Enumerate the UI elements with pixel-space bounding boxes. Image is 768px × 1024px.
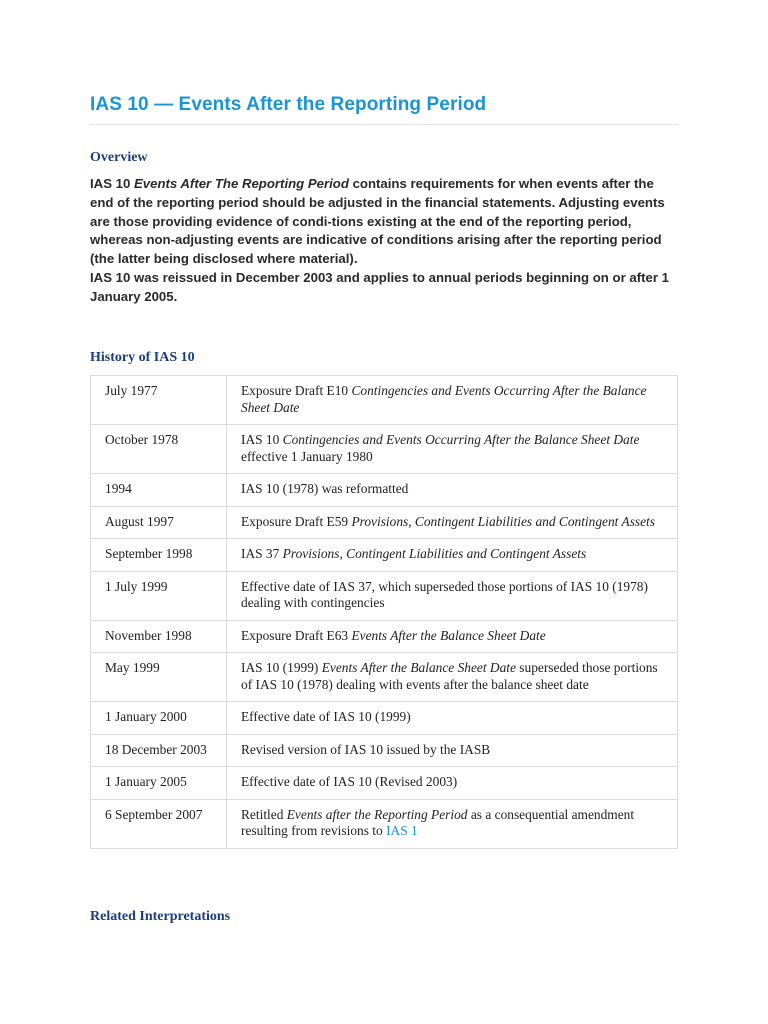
standard-title-italic: Events After the Balance Sheet Date	[351, 627, 546, 643]
overview-prefix: IAS 10	[90, 176, 134, 191]
history-description-cell	[227, 425, 678, 474]
description-text: effective 1 January 1980	[241, 448, 373, 464]
history-date-cell: July 1977	[91, 376, 227, 425]
table-row	[91, 653, 678, 702]
history-date-cell: 1994	[91, 474, 227, 507]
standard-title-italic: Contingencies and Events Occurring After the Balance Sheet Date	[241, 383, 647, 415]
title-divider	[90, 124, 678, 125]
history-date-cell: August 1997	[91, 506, 227, 539]
history-description-cell	[227, 734, 678, 767]
description-text: IAS 37	[241, 546, 283, 561]
history-description-cell	[227, 539, 678, 572]
description-text: Effective date of IAS 37, which superseded those portions of IAS 10 (1978) dealing with contingencies	[241, 578, 648, 610]
standard-title-italic: Contingencies and Events Occurring After the Balance Sheet Date	[282, 432, 640, 447]
history-description-cell	[227, 767, 678, 800]
overview-description: contains requirements for when events after the end of the reporting period should be adjusted in the financial statements. Adjusting events are those providing evidence of condi-tions existing at the end of the reporting period, whereas non-adjusting events are indicative of conditions arising after the reporting period (the latter being disclosed where material).	[90, 176, 665, 267]
description-text: Effective date of IAS 10 (1999)	[241, 709, 411, 724]
table-row	[91, 734, 678, 767]
overview-heading: Overview	[90, 150, 148, 165]
description-text: IAS 10 (1978) was reformatted	[241, 481, 409, 496]
table-row	[91, 571, 678, 620]
table-row	[91, 506, 678, 539]
history-description-cell	[227, 799, 678, 848]
description-text: IAS 10	[241, 432, 283, 447]
standard-title-italic: Events after the Reporting Period	[286, 806, 468, 822]
history-date-cell: 6 September 2007	[91, 799, 227, 848]
history-date-cell: 1 January 2000	[91, 702, 227, 735]
history-date-cell: May 1999	[91, 653, 227, 702]
table-row	[91, 539, 678, 572]
history-table	[90, 375, 678, 849]
history-description-cell	[227, 376, 678, 425]
table-row	[91, 376, 678, 425]
standard-title-italic: Provisions, Contingent Liabilities and Contingent Assets	[282, 546, 587, 561]
page-title: IAS 10 — Events After the Reporting Period	[90, 94, 487, 115]
history-description-cell	[227, 571, 678, 620]
description-text: Exposure Draft E59	[241, 513, 352, 529]
table-row	[91, 799, 678, 848]
description-text: superseded those portions of IAS 10 (1978) dealing with events after the balance sheet date	[241, 660, 658, 692]
table-row	[91, 425, 678, 474]
history-description-cell	[227, 620, 678, 653]
description-text: Effective date of IAS 10 (Revised 2003)	[241, 774, 458, 789]
description-text: Retitled	[241, 806, 287, 822]
history-date-cell: 18 December 2003	[91, 734, 227, 767]
history-description-cell	[227, 702, 678, 735]
history-description-cell	[227, 653, 678, 702]
table-row	[91, 474, 678, 507]
history-table-body	[91, 376, 678, 849]
history-date-cell: 1 January 2005	[91, 767, 227, 800]
overview-paragraph-2: IAS 10 was reissued in December 2003 and applies to annual periods beginning on or after 1 January 2005.	[90, 269, 669, 304]
table-row	[91, 767, 678, 800]
overview-body	[90, 175, 680, 307]
description-text: Exposure Draft E63	[241, 627, 352, 643]
overview-paragraph-1	[90, 175, 680, 269]
ias-1-link[interactable]: IAS 1	[386, 823, 418, 838]
description-text: Exposure Draft E10	[241, 383, 352, 398]
description-text: as a consequential amendment resulting from revisions to	[241, 806, 635, 838]
standard-title-italic: Events After the Balance Sheet Date	[321, 660, 516, 675]
history-date-cell: October 1978	[91, 425, 227, 474]
history-description-cell	[227, 474, 678, 507]
table-row	[91, 702, 678, 735]
history-date-cell: 1 July 1999	[91, 571, 227, 620]
description-text: IAS 10 (1999)	[241, 660, 322, 675]
standard-title-italic: Provisions, Contingent Liabilities and Contingent Assets	[351, 513, 655, 529]
standard-title-italic: Events After The Reporting Period	[133, 176, 349, 191]
history-date-cell: November 1998	[91, 620, 227, 653]
related-interpretations-heading[interactable]: Related Interpretations	[90, 909, 231, 924]
table-row	[91, 620, 678, 653]
history-heading: History of IAS 10	[90, 350, 195, 365]
history-date-cell: September 1998	[91, 539, 227, 572]
history-description-cell	[227, 506, 678, 539]
description-text: Revised version of IAS 10 issued by the IASB	[241, 741, 491, 757]
